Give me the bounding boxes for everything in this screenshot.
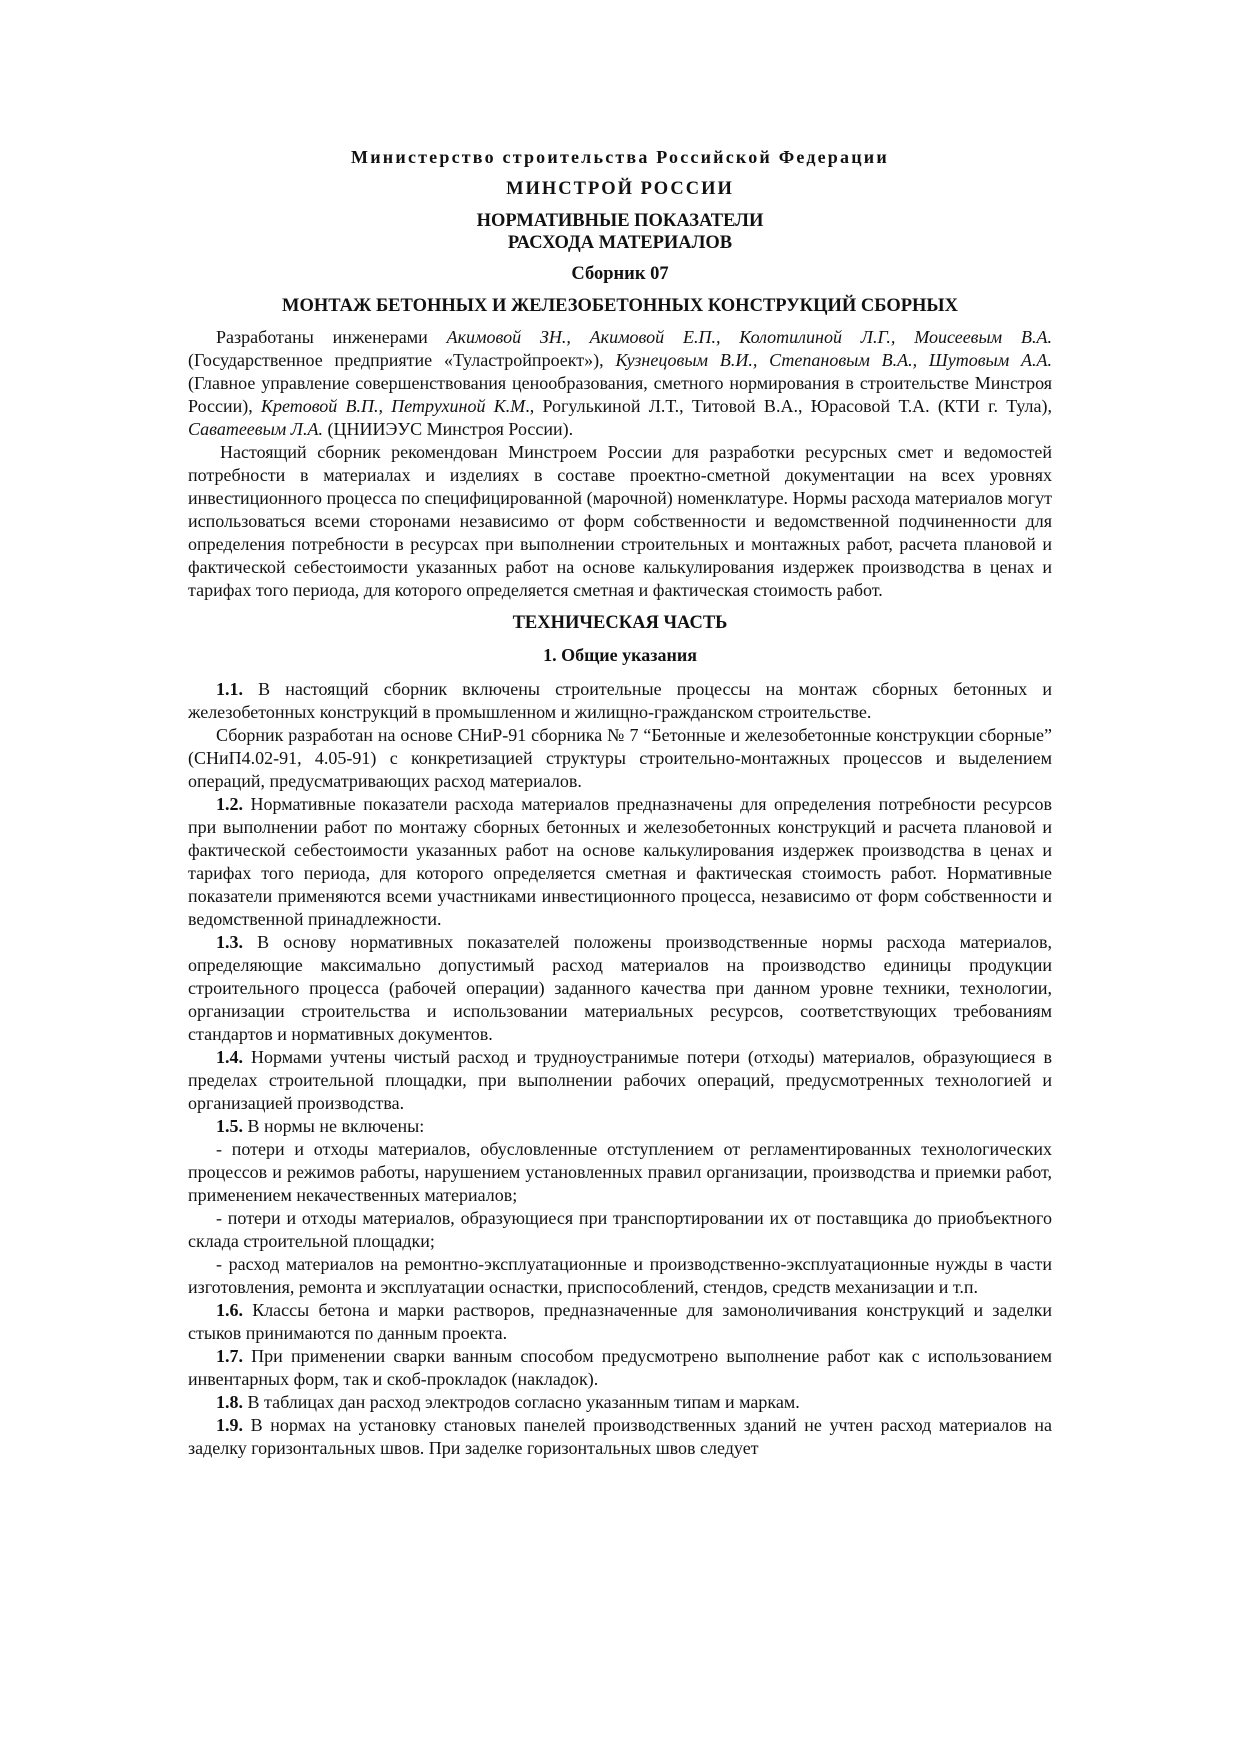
item-number: 1.1.: [216, 679, 243, 699]
authors-paragraph: [188, 326, 1052, 441]
item-1-8: [188, 1391, 1052, 1414]
item-text: В основу нормативных показателей положены производственные нормы расхода материалов, определяющие максимально допустимый расход материалов на производство единицы продукции строительного процесса (рабочей операции) заданного качества при данном уровне техники, технологии, организации строительства и использовании материальных ресурсов, соответствующих требованиям стандартов и нормативных документов.: [188, 932, 1052, 1044]
item-number: 1.4.: [216, 1047, 243, 1067]
ministry-name: Министерство строительства Российской Федерации: [351, 147, 889, 167]
item-number: 1.5.: [216, 1116, 243, 1136]
item-number: 1.7.: [216, 1346, 243, 1366]
item-1-9: [188, 1414, 1052, 1460]
general-instructions-heading: 1. Общие указания: [543, 645, 697, 665]
list-item: - потери и отходы материалов, образующиеся при транспортировании их от поставщика до приобъектного склада строительной площадки;: [188, 1208, 1052, 1251]
authors-names: Кретовой В.П., Петрухиной К.М: [261, 396, 526, 416]
item-text: Нормами учтены чистый расход и трудноустранимые потери (отходы) материалов, образующиеся в пределах строительной площадки, при выполнении рабочих операций, предусмотренных технологией и организацией производства.: [188, 1047, 1052, 1113]
item-text: При применении сварки ванным способом предусмотрено выполнение работ как с использованием инвентарных форм, так и скоб-прокладок (накладок).: [188, 1346, 1052, 1389]
item-1-1-continued: Сборник разработан на основе СНиР-91 сборника № 7 “Бетонные и железобетонные конструкции сборные” (СНиП4.02-91, 4.05-91) с конкретизацией структуры строительно-монтажных процессов и выделением операций, предусматривающих расход материалов.: [188, 725, 1052, 791]
list-item: - потери и отходы материалов, обусловленные отступлением от регламентированных технологических процессов и режимов работы, нарушением установленных правил организации, производства и приемки работ, применением некачественных материалов;: [188, 1139, 1052, 1205]
item-text: В настоящий сборник включены строительные процессы на монтаж сборных бетонных и железобетонных конструкций в промышленном и жилищно-гражданском строительстве.: [188, 679, 1052, 722]
item-1-3: [188, 931, 1052, 1046]
item-text: В таблицах дан расход электродов согласно указанным типам и маркам.: [243, 1392, 800, 1412]
item-1-1: [188, 678, 1052, 724]
technical-part-heading: ТЕХНИЧЕСКАЯ ЧАСТЬ: [512, 613, 728, 633]
item-number: 1.2.: [216, 794, 243, 814]
item-1-5: [188, 1115, 1052, 1138]
intro-paragraph: Настоящий сборник рекомендован Минстроем России для разработки ресурсных смет и ведомостей потребности в материалах и изделиях в составе проектно-сметной документации на всех уровнях инвестиционного процесса по специфицированной (марочной) номенклатуре. Нормы расхода материалов могут использоваться всеми сторонами независимо от форм собственности и ведомственной подчиненности для определения потребности в ресурсах при выполнении строительных и монтажных работ, расчета плановой и фактической себестоимости указанных работ на основе калькулирования издержек производства в ценах и тарифах того периода, для которого определяется сметная и фактическая стоимость работ.: [188, 442, 1052, 600]
document-title-line2: РАСХОДА МАТЕРИАЛОВ: [507, 233, 733, 253]
item-text: Нормативные показатели расхода материалов предназначены для определения потребности ресурсов при выполнении работ по монтажу сборных бетонных и железобетонных конструкций и расчета плановой и фактической себестоимости указанных работ на основе калькулирования издержек производства в ценах и тарифах того периода, для которого определяется сметная и фактическая стоимость работ. Нормативные показатели применяются всеми участниками инвестиционного процесса, независимо от форм собственности и ведомственной принадлежности.: [188, 794, 1052, 929]
authors-names: Акимовой ЗН., Акимовой Е.П., Колотилиной Л.Г., Моисеевым В.А.: [446, 327, 1052, 347]
item-text: В нормы не включены:: [243, 1116, 425, 1136]
list-item: - расход материалов на ремонтно-эксплуатационные и производственно-эксплуатационные нужды в части изготовления, ремонта и эксплуатации оснастки, приспособлений, стендов, средств механизации и т.п.: [188, 1254, 1052, 1297]
item-1-6: [188, 1299, 1052, 1345]
item-number: 1.3.: [216, 932, 243, 952]
item-1-4: [188, 1046, 1052, 1115]
authors-names: Саватеевым Л.А.: [188, 419, 323, 439]
item-1-7: [188, 1345, 1052, 1391]
item-number: 1.8.: [216, 1392, 243, 1412]
document-title: [188, 210, 1052, 254]
document-title-line1: НОРМАТИВНЫЕ ПОКАЗАТЕЛИ: [476, 211, 764, 231]
authors-text: Разработаны инженерами: [216, 327, 447, 347]
item-1-2: [188, 793, 1052, 931]
minstroy-heading: МИНСТРОЙ РОССИИ: [506, 179, 734, 199]
collection-number: Сборник 07: [571, 264, 669, 284]
authors-text: ., Рогулькиной Л.Т., Титовой В.А., Юрасовой Т.А. (КТИ г. Тула),: [525, 396, 1053, 416]
item-text: В нормах на установку становых панелей производственных зданий не учтен расход материалов на заделку горизонтальных швов. При заделке горизонтальных швов следует: [188, 1415, 1052, 1458]
document-page: [188, 146, 1052, 1460]
authors-text: (Главное управление совершенствования ценообразования, сметного нормирования в строительстве Минстроя России),: [188, 373, 1052, 416]
collection-title: МОНТАЖ БЕТОННЫХ И ЖЕЛЕЗОБЕТОННЫХ КОНСТРУКЦИЙ СБОРНЫХ: [282, 296, 958, 316]
authors-text: (Государственное предприятие «Туластройпроект»),: [188, 350, 616, 370]
authors-text: (ЦНИИЭУС Минстроя России).: [322, 419, 574, 439]
item-text: Классы бетона и марки растворов, предназначенные для замоноличивания конструкций и заделки стыков принимаются по данным проекта.: [188, 1300, 1052, 1343]
authors-names: Кузнецовым В.И., Степановым В.А., Шутовым А.А.: [615, 350, 1052, 370]
item-number: 1.9.: [216, 1415, 243, 1435]
item-number: 1.6.: [216, 1300, 243, 1320]
